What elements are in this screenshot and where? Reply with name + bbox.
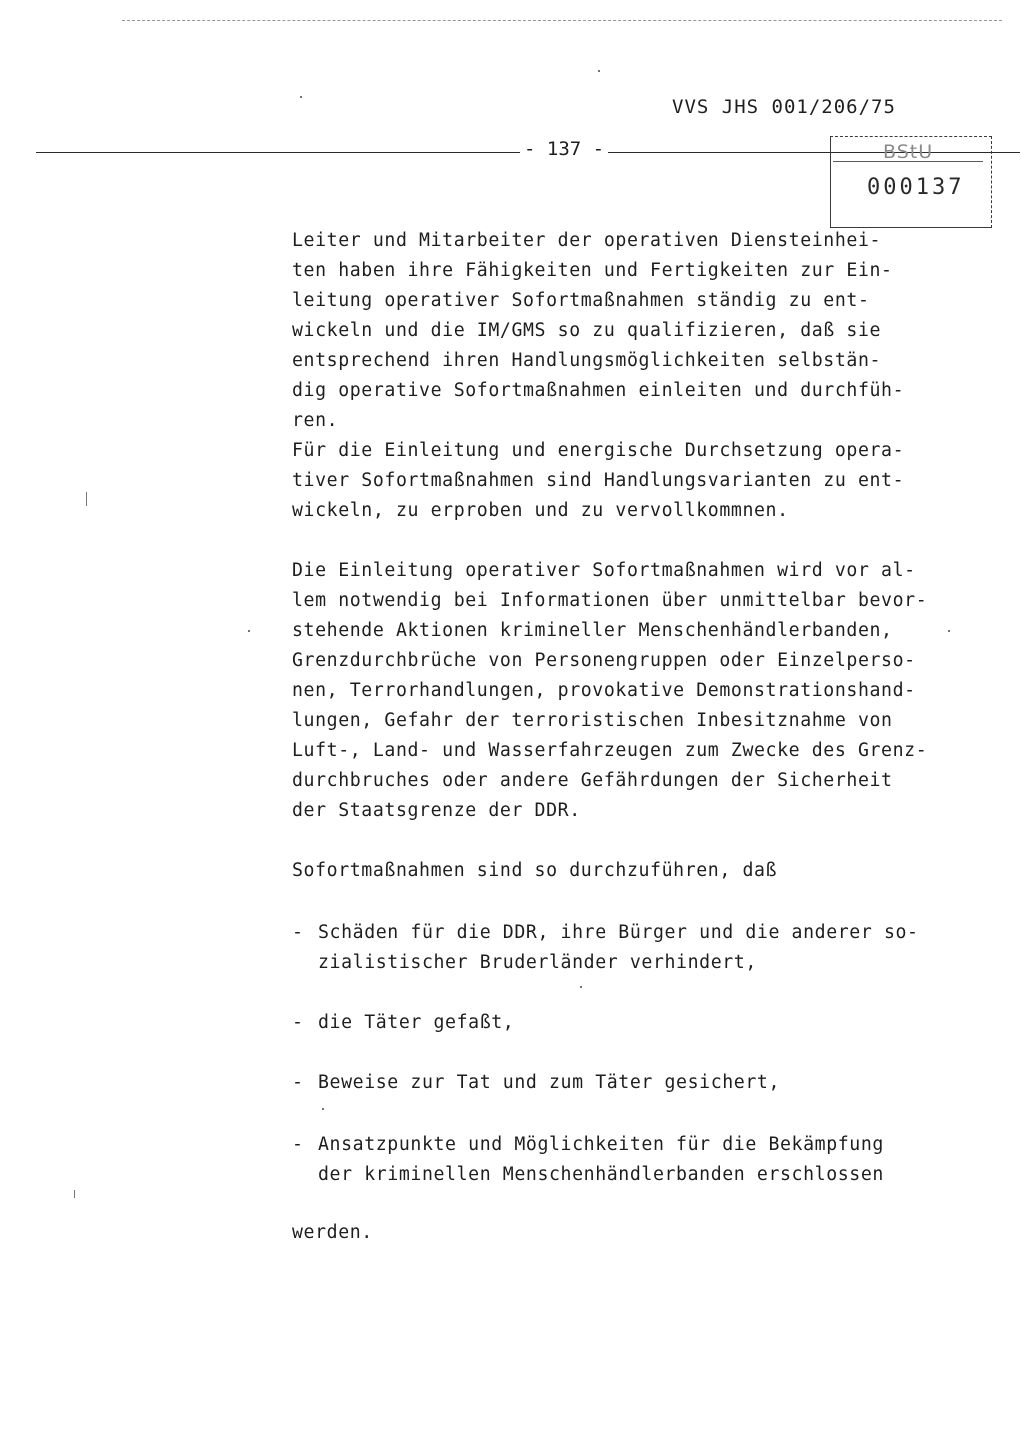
scan-speck [322,1108,324,1110]
text-line: die Täter gefaßt, [318,1012,515,1033]
text-line: tiver Sofortmaßnahmen sind Handlungsvarianten zu ent- [292,470,905,491]
bullet-dash: - [292,1072,303,1093]
document-reference: VVS JHS 001/206/75 [672,96,896,118]
text-line: entsprechend ihren Handlungsmöglichkeiten selbstän- [292,350,882,371]
text-line: lem notwendig bei Informationen über unmittelbar bevor- [292,590,928,611]
stamp-mark: BStU [883,141,934,163]
intro-line: Sofortmaßnahmen sind so durchzuführen, daß [292,860,778,881]
stamp-rule [833,161,983,162]
text-line: Beweise zur Tat und zum Täter gesichert, [318,1072,780,1093]
text-line: Leiter und Mitarbeiter der operativen Diensteinhei- [292,230,882,251]
text-line: nen, Terrorhandlungen, provokative Demonstrationshand- [292,680,916,701]
text-line: Luft-, Land- und Wasserfahrzeugen zum Zwecke des Grenz- [292,740,928,761]
text-line: ten haben ihre Fähigkeiten und Fertigkeiten zur Ein- [292,260,893,281]
text-line: durchbruches oder andere Gefährdungen der Sicherheit [292,770,893,791]
text-line: Die Einleitung operativer Sofortmaßnahmen wird vor al- [292,560,916,581]
text-line: Grenzdurchbrüche von Personengruppen oder Einzelperso- [292,650,916,671]
text-line: Schäden für die DDR, ihre Bürger und die anderer so- [318,922,919,943]
text-line: der kriminellen Menschenhändlerbanden erschlossen [318,1164,884,1185]
bullet-dash: - [292,1134,303,1155]
text-line: stehende Aktionen krimineller Menschenhändlerbanden, [292,620,893,641]
page-number: - 137 - [520,138,608,160]
bullet-dash: - [292,1012,303,1033]
bullet-dash: - [292,922,303,943]
scan-speck [248,630,250,632]
scan-speck [580,986,582,988]
text-line: zialistischer Bruderländer verhindert, [318,952,757,973]
text-line: dig operative Sofortmaßnahmen einleiten und durchfüh- [292,380,905,401]
text-line: ren. [292,410,339,431]
scan-speck [948,630,950,632]
scan-speck [598,70,600,72]
stamp-number: 000137 [867,175,965,200]
text-line: lungen, Gefahr der terroristischen Inbesitznahme von [292,710,893,731]
margin-mark [86,492,87,506]
top-edge-rule [122,20,1002,21]
text-line: Ansatzpunkte und Möglichkeiten für die Bekämpfung [318,1134,884,1155]
closing-line: werden. [292,1222,373,1243]
text-line: wickeln und die IM/GMS so zu qualifizieren, daß sie [292,320,882,341]
text-line: wickeln, zu erproben und zu vervollkommnen. [292,500,789,521]
archive-stamp [830,136,992,228]
scan-speck [300,96,302,98]
text-line: Für die Einleitung und energische Durchsetzung opera- [292,440,905,461]
text-line: der Staatsgrenze der DDR. [292,800,581,821]
margin-mark [74,1190,75,1198]
text-line: leitung operativer Sofortmaßnahmen ständig zu ent- [292,290,870,311]
